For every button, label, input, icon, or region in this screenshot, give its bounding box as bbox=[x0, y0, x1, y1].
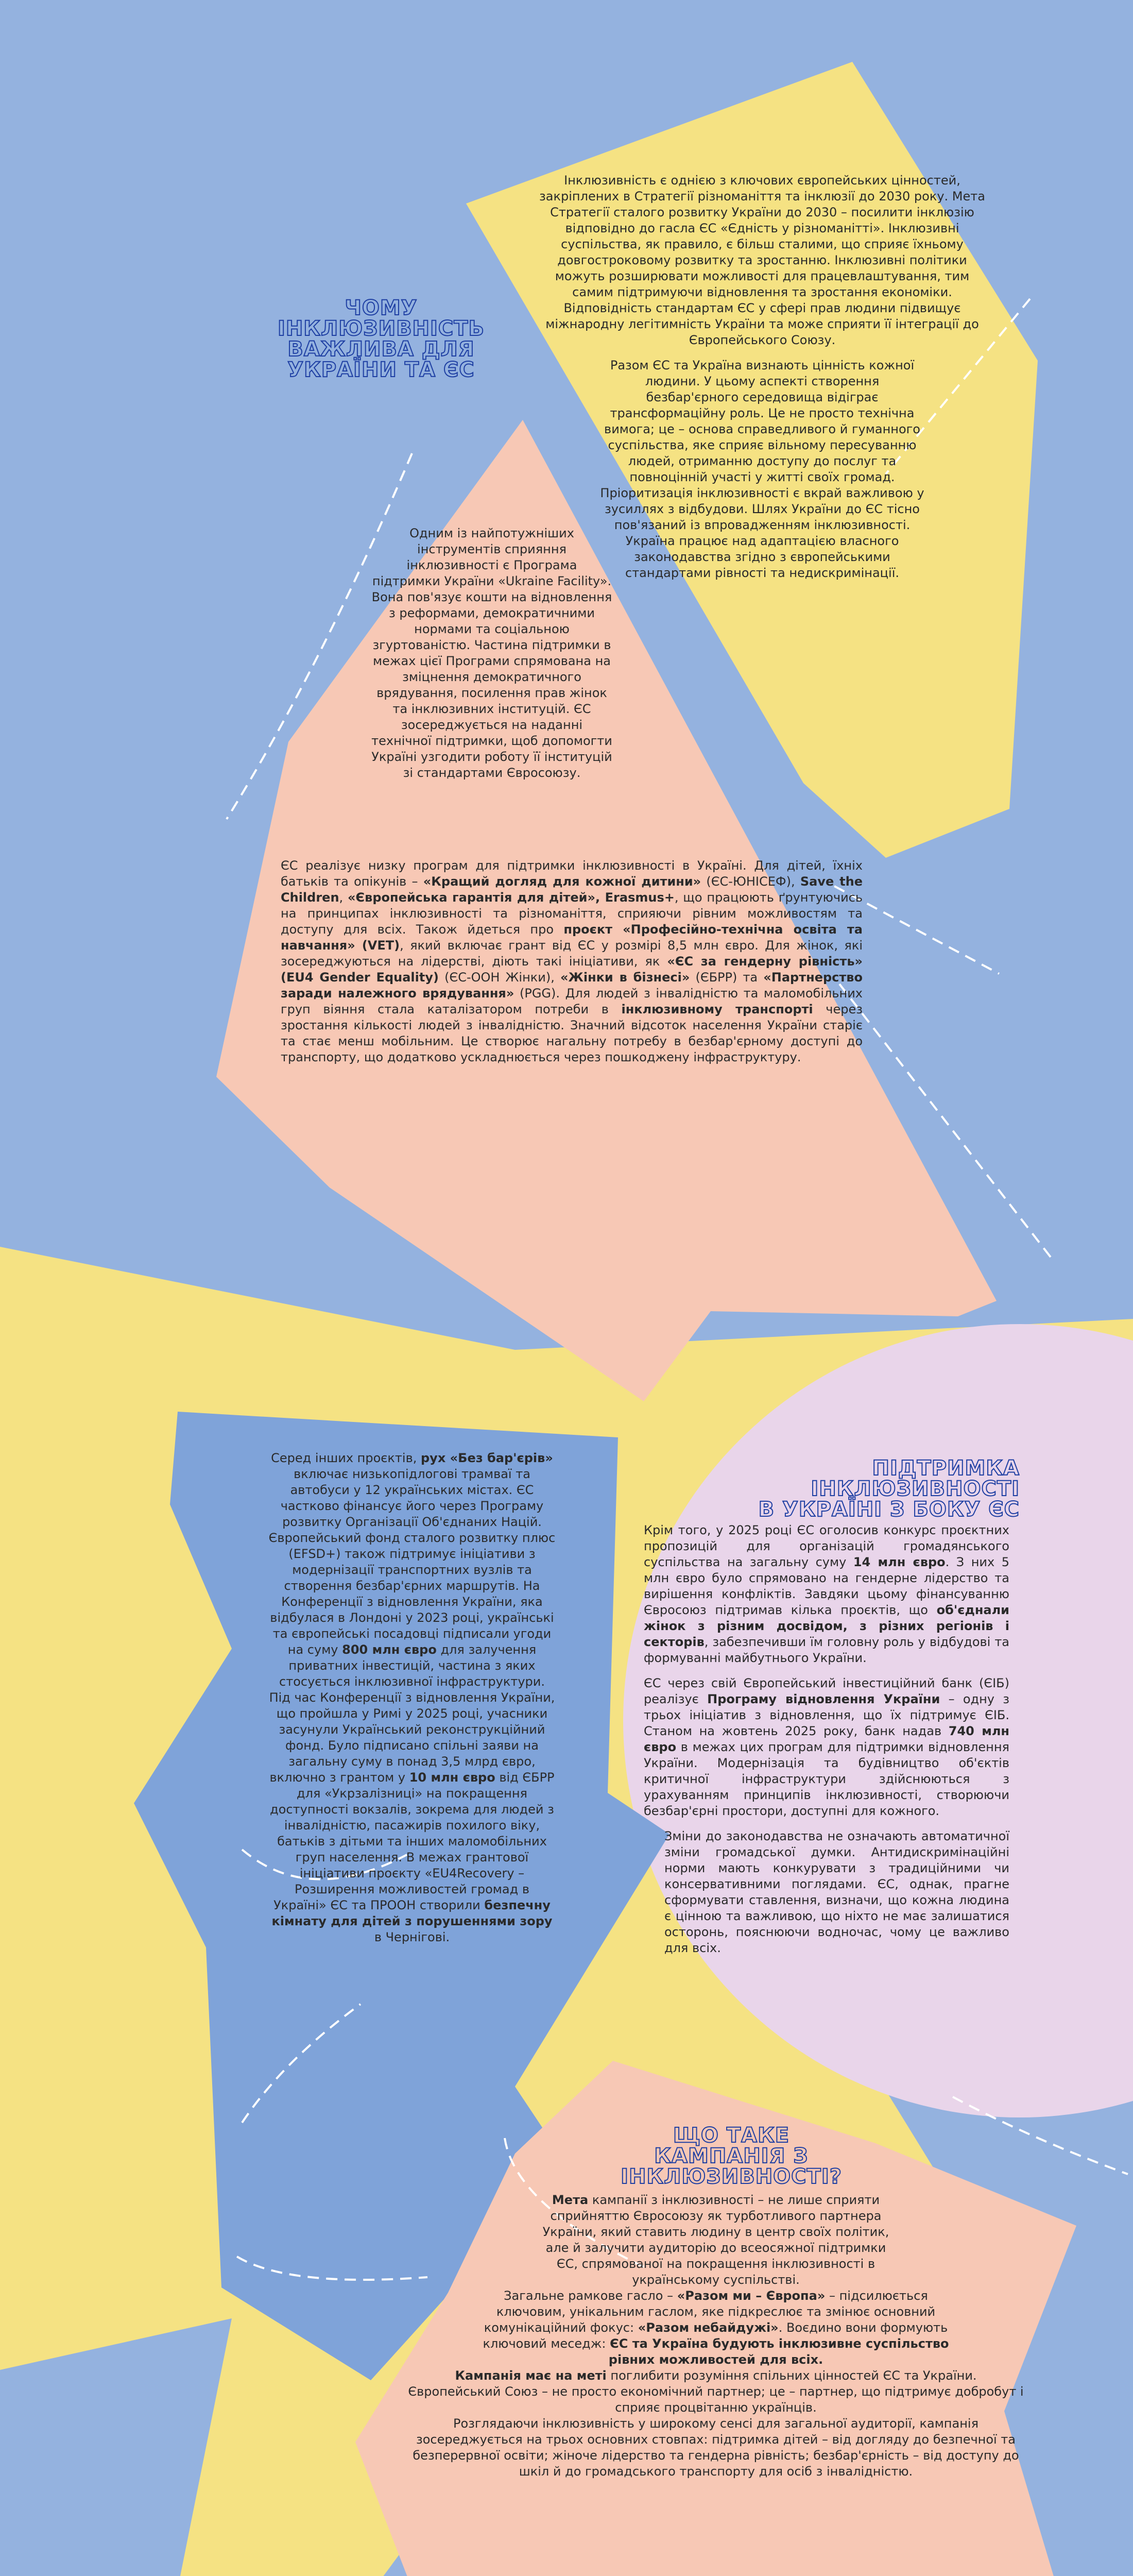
bold-text: «Партнерство заради належного врядування» bbox=[281, 970, 863, 1001]
heading-line: ВАЖЛИВА ДЛЯ bbox=[287, 337, 475, 361]
text-run: включає низькопідлогові трамваї та автобуси у 12 українських містах. ЄС частково фінансує його через Програму розвитку Організації Об'єднаних Націй. Європейський фонд сталого розвитку плюс (EFSD+) також підтримує ініціативи з модернізації транспортних вузлів та створення безбар'єрних маршрутів. На Конференції з відновлення України, яка відбулася в Лондоні у 2023 році, українські та європейські посадовці підписали угоди на суму bbox=[268, 1467, 556, 1657]
bold-text: «Європейська гарантія для дітей», Erasmus+ bbox=[348, 890, 675, 905]
heading-line: ЩО ТАКЕ bbox=[673, 2124, 790, 2147]
text-run: в межах цих програм для підтримки відновлення України. Модернізація та будівництво об'єктів критичної інфраструктури здійснюються з урахуванням принципів інклюзивності, створюючи безбар'єрні простори, доступні для кожного. bbox=[644, 1740, 1009, 1818]
text-run: , забезпечивши їм головну роль у відбудові та формуванні майбутнього України. bbox=[644, 1635, 1009, 1665]
paragraph: Разом ЄС та Україна визнають цінність кожної людини. У цьому аспекті створення безбар'єрного середовища відіграє трансформаційну роль. Це не просто технічна вимога; це – основа справедливого й гуманного суспільства, яке сприяє вільному пересуванню людей, отриманню доступу до послуг та повноцінній участі у житті своїх громад. Пріоритизація інклюзивності є вкрай важливою у зусиллях з відбудови. Шлях України до ЄС тісно пов'язаний із впровадженням інклюзивності. Україна працює над адаптацією власного законодавства згідно з європейськими стандартами рівності та недискримінації. bbox=[600, 358, 924, 580]
heading-line: ІНКЛЮЗИВНІСТЬ bbox=[277, 317, 485, 341]
text-run: (ЄС-ЮНІСЕФ), bbox=[706, 874, 795, 889]
bold-text: безпечну кімнату для дітей з порушеннями зору bbox=[271, 1898, 553, 1928]
paragraph bbox=[268, 1450, 556, 1945]
text-run: кампанії з інклюзивності – не лише сприяти сприйняттю Євросоюзу як турботливого партнера України, який ставить людину в центр своїх політик, але й залучити аудиторію до всеосяжної підтримки ЄС, спрямованої на покращення інклюзивності в українському суспільстві. bbox=[542, 2193, 889, 2287]
text-run: для залучення приватних інвестицій, частина з яких стосується інклюзивної інфраструктури. Під час Конференції з відновлення України, що пройшла у Римі у 2025 році, учасники засунули Український реконструкційний фонд. Було підписано спільні заяви на загальну суму в понад 3,5 млрд євро, включно з грантом у bbox=[269, 1642, 555, 1785]
paragraph bbox=[644, 1522, 1009, 1666]
peach-text-block-bottom bbox=[281, 858, 863, 1075]
paragraph bbox=[281, 858, 863, 1065]
bold-text: Мета bbox=[552, 2193, 589, 2207]
paragraph bbox=[479, 2288, 953, 2368]
bold-text: 740 млн євро bbox=[644, 1724, 1009, 1754]
text-run: Загальне рамкове гасло – bbox=[504, 2289, 674, 2303]
text-run: Серед інших проєктів, bbox=[271, 1451, 417, 1465]
bold-text: «Разом ми – Європа» bbox=[677, 2289, 826, 2303]
paragraph: Одним із найпотужніших інструментів сприяння інклюзивності є Програма підтримки України «Ukraine Facility». Вона пов'язує кошти на відновлення з реформами, демократичними нормами та соціальною згуртованістю. Частина підтримки в межах цієї Програми спрямована на зміцнення демократичного врядування, посилення прав жінок та інклюзивних інституцій. ЄС зосереджується на наданні технічної підтримки, щоб допомогти Україні узгодити роботу її інституцій зі стандартами Євросоюзу. bbox=[371, 526, 612, 780]
bold-text: 10 млн євро bbox=[409, 1770, 495, 1785]
heading-line: ІНКЛЮЗИВНОСТІ bbox=[811, 1477, 1020, 1501]
blue-text-block bbox=[268, 1450, 556, 1955]
heading-line: КАМПАНІЯ З bbox=[654, 2144, 809, 2168]
paragraph: Інклюзивність є однією з ключових європейських цінностей, закріплених в Стратегії різноманіття та інклюзії до 2030 року. Мета Стратегії сталого розвитку України до 2030 – посилити інклюзію відповідно до гасла ЄС «Єдність у різноманітті». Інклюзивні суспільства, як правило, є більш сталими, що сприяє їхньому довгостроковому розвитку та зростанню. Інклюзивні політики можуть розширювати можливості для працевлаштування, тим самим підтримуючи відновлення та зростання економіки. Відповідність стандартам ЄС у сфері прав людини підвищує міжнародну легітимність України та може сприяти її інтеграції до Європейського Союзу. bbox=[539, 173, 985, 347]
text-run: в Чернігові. bbox=[374, 1930, 450, 1944]
bold-text: 800 млн євро bbox=[342, 1642, 437, 1657]
text-run: (ЄБРР) та bbox=[695, 970, 758, 985]
bold-text: об'єднали жінок з різним досвідом, з різних регіонів і секторів bbox=[644, 1603, 1009, 1649]
paragraph: Зміни до законодавства не означають автоматичної зміни громадської думки. Антидискримінаційні норми мають конкурувати з традиційними чи консервативними поглядами. ЄС, однак, прагне сформувати ставлення, визначи, що кожна людина є цінною та важливою, що ніхто не має залишатися осторонь, пояснюючи водночас, чому це важливо для всіх. bbox=[664, 1829, 1009, 1955]
text-run: . З них 5 млн євро було спрямовано на гендерне лідерство та вирішення конфліктів. Завдяки цьому фінансуванню Євросоюз підтримав кілька проєктів, що bbox=[644, 1555, 1010, 1617]
text-run: – підсилюється ключовим, унікальним гаслом, яке підкреслює та змінює основний комунікаційний фокус: bbox=[484, 2289, 936, 2335]
heading-why-inclusivity bbox=[237, 298, 525, 380]
bold-text: Програму відновлення України bbox=[707, 1692, 940, 1706]
text-run: (PGG). Для людей з інвалідністю та маломобільних груп віяння стала каталізатором потреби в bbox=[281, 986, 863, 1016]
bold-text: рух «Без бар'єрів» bbox=[421, 1451, 553, 1465]
text-run: , який включає грант від ЄС у розмірі 8,5 млн євро. Для жінок, які зосереджуються на лідерстві, діють такі ініціативи, як bbox=[281, 938, 863, 969]
bold-text: «Кращий догляд для кожної дитини» bbox=[423, 874, 701, 889]
text-run: ЄС реалізує низку програм для підтримки інклюзивності в Україні. Для дітей, їхніх батьків та опікунів – bbox=[281, 858, 863, 889]
heading-line: ЧОМУ bbox=[345, 296, 418, 320]
peach-text-block-top bbox=[371, 526, 613, 790]
campaign-text-block bbox=[407, 2192, 1025, 2480]
paragraph bbox=[644, 1675, 1009, 1819]
bold-text: Кампанія має на меті bbox=[455, 2368, 607, 2383]
bold-text: «Жінки в бізнесі» bbox=[560, 970, 690, 985]
lavender-text-block bbox=[644, 1522, 1009, 1965]
paragraph bbox=[541, 2192, 891, 2288]
text-run: поглибити розуміння спільних цінностей ЄС та України. Європейський Союз – не просто економічний партнер; це – партнер, що підтримує добробут і сприяє процвітанню українців. bbox=[408, 2368, 1024, 2415]
text-run: (ЄС-ООН Жінки), bbox=[444, 970, 555, 985]
text-run: від ЄБРР для «Укрзалізниці» на покращення доступності вокзалів, зокрема для людей з інвалідністю, пасажирів похилого віку, батьків з дітьми та інших маломобільних груп населення. В межах грантової ініціативи проєкту «EU4Recovery – Розширення можливостей громад в Україні» ЄС та ПРООН створили bbox=[270, 1770, 555, 1912]
paragraph: Розглядаючи інклюзивність у широкому сенсі для загальної аудиторії, кампанія зосереджується на трьох основних стовпах: підтримка дітей – від догляду до безпечної та безперервної освіти; жіноче лідерство та гендерна рівність; безбар'єрність – від доступу до шкіл й до громадського транспорту для осіб з інвалідністю. bbox=[413, 2416, 1019, 2479]
bold-text: «ЄС за гендерну рівність» (EU4 Gender Equality) bbox=[281, 954, 863, 985]
heading-campaign bbox=[587, 2125, 876, 2187]
bold-text: «Разом небайдужі» bbox=[638, 2320, 779, 2335]
text-run: Крім того, у 2025 році ЄС оголосив конкурс проєктних пропозицій для організацій громадянського суспільства на загальну суму bbox=[644, 1523, 1009, 1569]
heading-line: ПІДТРИМКА bbox=[872, 1456, 1020, 1480]
text-run: . Воєдино вони формують ключовий меседж: bbox=[483, 2320, 948, 2351]
yellow-text-block bbox=[536, 173, 989, 581]
text-run: ЄС через свій Європейський інвестиційний банк (ЄІБ) реалізує bbox=[644, 1676, 1009, 1706]
heading-line: ІНКЛЮЗИВНОСТІ? bbox=[621, 2165, 842, 2189]
text-run: , bbox=[339, 890, 344, 905]
paragraph bbox=[407, 2368, 1025, 2416]
heading-eu-support bbox=[731, 1458, 1020, 1520]
text-run: через зростання кількості людей з інвалідністю. Значний відсоток населення України старіє та стає менш мобільним. Це створює нагальну потребу в безбар'єрному доступі до транспорту, що додатково ускладнюється через пошкоджену інфраструктуру. bbox=[281, 1002, 863, 1064]
bold-text: проєкт «Професійно-технічна освіта та навчання» (VET) bbox=[281, 922, 863, 953]
text-run: – одну з трьох ініціатив з відновлення, що їх підтримує ЄІБ. Станом на жовтень 2025 року, банк надав bbox=[644, 1692, 1009, 1738]
heading-line: УКРАЇНИ ТА ЄС bbox=[287, 358, 475, 382]
bold-text: ЄС та Україна будують інклюзивне суспільство рівних можливостей для всіх. bbox=[608, 2336, 949, 2367]
text-run: , що працюють ґрунтуючись на принципах інклюзивності та різноманіття, сприяючи рівним можливостям та доступу для всіх. Також йдеться про bbox=[281, 890, 863, 937]
bold-text: інклюзивному транспорті bbox=[621, 1002, 813, 1016]
bold-text: Save the Children bbox=[281, 874, 863, 905]
heading-line: В УКРАЇНІ З БОКУ ЄС bbox=[758, 1498, 1020, 1521]
bold-text: 14 млн євро bbox=[853, 1555, 946, 1569]
